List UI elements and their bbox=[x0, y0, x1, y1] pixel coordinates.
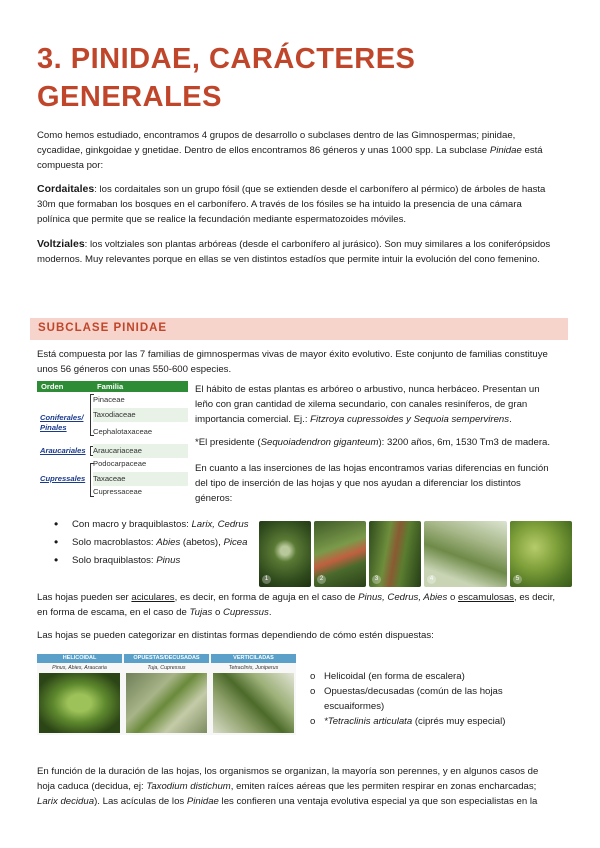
cedrus-photo: 2 bbox=[314, 521, 366, 587]
column-examples: Pinus, Abies, Araucaria bbox=[52, 665, 107, 671]
family-row: Pinaceae bbox=[93, 395, 125, 404]
column-header: OPUESTAS/DECUSADAS bbox=[124, 654, 209, 663]
list-item: • Solo macroblastos: Abies (abetos), Picea bbox=[50, 535, 260, 550]
arrangement-list bbox=[310, 669, 560, 729]
section-heading: SUBCLASE PINIDAE bbox=[38, 322, 168, 334]
order-label: Coniferales/ Pinales bbox=[40, 413, 84, 432]
cordaitales-paragraph: Cordaitales: los cordaitales son un grupo fósil (que se extienden desde el carbonífero al pérmico) de árboles de hasta 30m que formaban los bosques en el carbonífero. A través de los fósiles se ha intuido la presencia de una cámara polínica que permite que se realice la fecundación mediante espermatozoides móviles. bbox=[37, 183, 546, 225]
order-family-table bbox=[37, 381, 188, 499]
categories-intro: Las hojas se pueden categorizar en distintas formas dependiendo de cómo estén dispuestas: bbox=[37, 630, 434, 641]
picea-photo: 5 bbox=[510, 521, 572, 587]
column-examples: Tetraclinis, Juniperus bbox=[228, 665, 279, 671]
family-row: Podocarpaceae bbox=[93, 459, 147, 468]
family-header: Familia bbox=[97, 382, 124, 391]
helicoidal-image bbox=[39, 673, 120, 733]
abies-photo: 3 bbox=[369, 521, 421, 587]
table-header bbox=[37, 381, 188, 392]
order-label: Araucariales bbox=[40, 446, 86, 455]
verticillate-image bbox=[213, 673, 294, 733]
habit-paragraph: El hábito de estas plantas es arbóreo o arbustivo, nunca herbáceo. Presentan un leño con gran cantidad de xilema secundario, con canales resiníferos, de gran importancia comercial. Ej.: Fitzroya cupressoides y Sequoia sempervirens. bbox=[195, 384, 540, 425]
duration-paragraph: En función de la duración de las hojas, los organismos se organizan, la mayoría son perennes, y en algunos casos de hoja caduca (decidua, ej: Taxodium distichum, emiten raíces aéreas que les permiten respirar en zonas encharcadas; Larix decidua). Las acículas de los Pinidae les confieren una ventaja evolutiva especial ya que son especialistas en la bbox=[37, 766, 539, 807]
family-row: Taxaceae bbox=[93, 472, 188, 486]
section-heading-bar bbox=[30, 318, 568, 340]
family-row: Araucariaceae bbox=[93, 444, 188, 458]
cordaitales-term: Cordaitales bbox=[37, 183, 95, 195]
list-item: o Helicoidal (en forma de escalera) bbox=[310, 669, 560, 684]
list-item: o Opuestas/decusadas (común de las hojas escuaiformes) bbox=[310, 684, 560, 714]
insertion-paragraph: En cuanto a las inserciones de las hojas encontramos varias diferencias en función del tipo de inserción de las hojas y que nos ayudan a diferenciar los distintos géneros: bbox=[195, 463, 549, 504]
leaf-arrangement-figure bbox=[37, 654, 296, 735]
list-item: • Con macro y braquiblastos: Larix, Cedrus bbox=[50, 517, 260, 532]
column-examples: Tuja, Cupressus bbox=[147, 665, 186, 671]
family-row: Taxodiaceae bbox=[93, 408, 188, 422]
voltziales-term: Voltziales bbox=[37, 238, 85, 250]
subclass-intro: Está compuesta por las 7 familias de gimnospermas vivas de mayor éxito evolutivo. Este conjunto de familias constituye unos 56 géneros con unas 550-600 especies. bbox=[37, 349, 548, 375]
order-label: Cupressales bbox=[40, 474, 86, 483]
family-row: Cephalotaxaceae bbox=[93, 427, 153, 436]
order-header: Orden bbox=[41, 382, 64, 391]
intro-paragraph: Como hemos estudiado, encontramos 4 grupos de desarrollo o subclases dentro de las Gimnospermas; pinidae, cycadidae, ginkgoidae y gnetidae. Dentro de ellos encontramos 86 géneros y unas 1000 spp. La subclase Pinidae está compuesta por: bbox=[37, 130, 543, 171]
president-paragraph: *El presidente (Sequoiadendron giganteum): 3200 años, 6m, 1530 Tm3 de madera. bbox=[195, 437, 551, 448]
column-header: HELICOIDAL bbox=[37, 654, 122, 663]
column-header: VERTICILADAS bbox=[211, 654, 296, 663]
leaves-paragraph: Las hojas pueden ser aciculares, es decir, en forma de aguja en el caso de Pinus, Cedrus, Abies o escamulosas, es decir, en forma de escama, en el caso de Tujas o Cupressus. bbox=[37, 592, 556, 618]
list-item: o *Tetraclinis articulata (ciprés muy especial) bbox=[310, 714, 560, 729]
insertion-list bbox=[50, 517, 260, 571]
family-row: Cupressaceae bbox=[93, 487, 142, 496]
list-item: • Solo braquiblastos: Pinus bbox=[50, 553, 260, 568]
page-title: 3. PINIDAE, CARÁCTERES GENERALES bbox=[37, 43, 416, 113]
pinus-photo: 4 bbox=[424, 521, 507, 587]
voltziales-paragraph: Voltziales: los voltziales son plantas arbóreas (desde el carbonífero al jurásico). Son muy similares a los coniferópsidos modernos. Muy relevantes porque en ellas se ven distintos estadíos que permite intuir la evolución del cono femenino. bbox=[37, 238, 551, 265]
larix-photo: 1 bbox=[259, 521, 311, 587]
decussate-image bbox=[126, 673, 207, 733]
